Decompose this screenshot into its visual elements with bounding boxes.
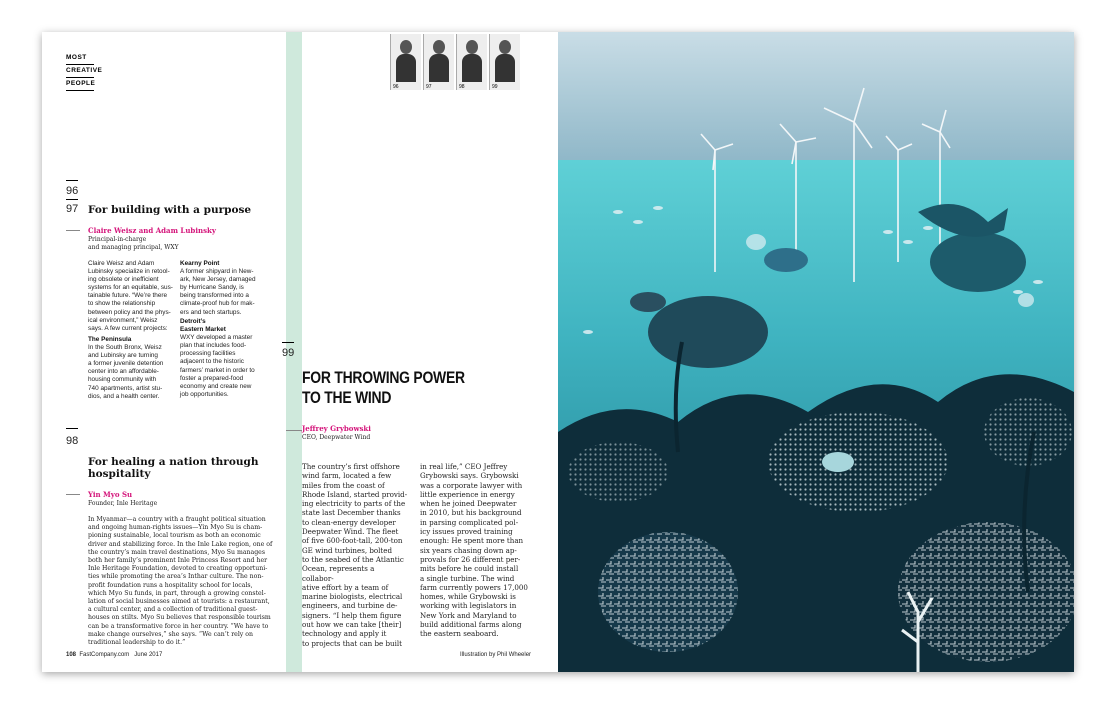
rank-tick	[66, 428, 78, 429]
text-line: in 2010, but his background	[420, 508, 522, 518]
text-line: build additional farms along	[420, 620, 522, 630]
role-line: Principal-in-charge	[88, 236, 147, 243]
text-line: lation of social businesses aimed at tourists: a restaurant,	[88, 598, 270, 606]
underwater-wind-farm-illustration	[558, 32, 1074, 672]
portrait-thumbnail	[423, 34, 454, 90]
text-line: traditional leadership to do it.”	[88, 639, 186, 647]
text-line: both her family’s prominent Inle Princess Resort and her	[88, 557, 268, 565]
coral-dotted	[768, 412, 948, 512]
text-line: Claire Weisz and Adam	[88, 260, 155, 267]
profile-heading	[302, 368, 465, 408]
page-footer	[66, 652, 162, 658]
text-line: tainable future. “We’re there	[88, 292, 168, 300]
text-line: a single turbine. The wind	[420, 573, 515, 583]
text-line: technology and apply it	[302, 629, 387, 639]
text-line: by Hurricane Sandy, is	[180, 284, 244, 292]
page-number: 108	[66, 652, 77, 658]
text-line: the country’s main travel destinations, Myo Su manages	[88, 548, 265, 556]
octopus	[822, 452, 854, 472]
text-line: center into an affordable-	[88, 368, 159, 376]
text-line: plan that includes food-	[180, 342, 247, 350]
text-line: when he joined Deepwater	[420, 499, 517, 509]
sky	[558, 32, 1074, 162]
subsection-kearny	[180, 260, 270, 317]
subsection-body	[88, 344, 174, 401]
subsection-title: Kearny Point	[180, 260, 220, 267]
text-line: wind farm, located a few	[302, 471, 392, 481]
title-line: Detroit’s	[180, 318, 206, 325]
portrait-thumbnail	[390, 34, 421, 90]
text-line: out how we can take [their]	[302, 620, 402, 630]
portrait-thumbnail	[456, 34, 487, 90]
text-line: 740 apartments, artist stu-	[88, 384, 163, 392]
profile-intro	[88, 260, 174, 333]
text-line: systems for an equitable, sus-	[88, 284, 173, 292]
text-line: miles from the coast of	[302, 480, 385, 490]
text-line: and ongoing human-rights issues—Yin Myo Su is cham-	[88, 524, 263, 532]
rank-tick	[66, 180, 78, 181]
profile-heading: For building with a purpose	[88, 204, 252, 216]
footer-date: June 2017	[134, 652, 163, 658]
text-line: New York and Maryland to	[420, 610, 517, 620]
rank-tick	[66, 199, 78, 200]
profile-role: Founder, Inle Heritage	[88, 500, 158, 507]
portrait-head	[400, 40, 412, 54]
text-line: adjacent to the historic	[180, 358, 244, 366]
divider	[66, 494, 80, 495]
text-line: provals for 26 different per-	[420, 554, 521, 564]
text-line: climate-proof hub for mak-	[180, 300, 255, 308]
text-line: in parsing complicated pol-	[420, 517, 519, 527]
text-line: Deepwater Wind. The fleet	[302, 527, 399, 537]
portrait-thumbnail	[489, 34, 520, 90]
subsection-body	[180, 334, 270, 399]
fish	[630, 292, 666, 312]
text-line: Ocean, represents a collabor-	[302, 564, 375, 583]
text-line: to projects that can be built	[302, 638, 402, 648]
text-line: dios, and a health center.	[88, 392, 160, 400]
section-label-line: PEOPLE	[66, 78, 94, 91]
article-column-1	[302, 462, 408, 648]
profile-name: Yin Myo Su	[88, 490, 133, 499]
text-line: to clean-energy developer	[302, 517, 396, 527]
text-line: job opportunities.	[180, 390, 229, 398]
text-line: little experience in energy	[420, 489, 515, 499]
text-line: economy and create new	[180, 382, 252, 390]
text-line: In the South Bronx, Weisz	[88, 344, 162, 352]
footer-site: FastCompany.com	[79, 652, 130, 658]
thumbnail-number: 99	[492, 84, 498, 90]
text-line: farm currently powers 17,000	[420, 582, 528, 592]
subsection-detroit	[180, 318, 270, 399]
profile-body	[88, 516, 274, 647]
coral-dotted	[568, 442, 668, 502]
subsection-body	[180, 268, 270, 317]
text-line: housing community with	[88, 376, 157, 384]
portrait-head	[466, 40, 478, 54]
section-label	[66, 52, 103, 91]
text-line: being transformed into a	[180, 292, 249, 300]
thumbnail-number: 97	[426, 84, 432, 90]
heading-line: TO THE WIND	[302, 388, 392, 407]
text-line: Lubinsky specialize in retool-	[88, 268, 170, 276]
heading-line: For healing a nation through	[88, 456, 259, 468]
text-line: GE wind turbines, bolted	[302, 545, 393, 555]
portrait-body	[396, 54, 416, 82]
divider	[66, 230, 80, 231]
divider	[286, 430, 302, 431]
text-line: ark, New Jersey, damaged	[180, 276, 256, 284]
magazine-spread	[42, 32, 1074, 672]
text-line: In Myanmar—a country with a fraught political situation	[88, 516, 266, 523]
text-line: ing electricity to parts of the	[302, 499, 406, 509]
thumbnail-number: 98	[459, 84, 465, 90]
coral-mound	[648, 296, 768, 368]
heading-line: hospitality	[88, 468, 151, 480]
text-line: ties while promoting the area’s Inthar culture. The non-	[88, 573, 264, 581]
role-line: and managing principal, WXY	[88, 244, 179, 251]
text-line: enough: He spent more than	[420, 536, 524, 546]
text-line: Grybowski says. Grybowski	[420, 471, 519, 481]
text-line: homes, while Grybowski is	[420, 592, 516, 602]
text-line: was a corporate lawyer with	[420, 480, 523, 490]
text-line: of five 600-foot-tall, 200-ton	[302, 536, 403, 546]
subsection-title	[180, 318, 226, 333]
text-line: WXY developed a master	[180, 334, 253, 342]
text-line: icy issues proved training	[420, 527, 513, 537]
text-line: signers. “I help them figure	[302, 610, 402, 620]
text-line: six years chasing down ap-	[420, 545, 517, 555]
text-line: houses on stilts. Myo Su believes that responsible tourism	[88, 614, 271, 622]
text-line: processing facilities	[180, 350, 236, 358]
text-line: to the seabed of the Atlantic	[302, 554, 404, 564]
article-column-2	[420, 462, 532, 639]
text-line: ical environment,” Weisz	[88, 316, 158, 324]
portrait-body	[429, 54, 449, 82]
profile-role: CEO, Deepwater Wind	[302, 434, 371, 441]
text-line: make change ourselves,” she says. “We can’t rely on	[88, 630, 253, 638]
subsection-title: The Peninsula	[88, 336, 132, 343]
text-line: The country’s first offshore	[302, 462, 400, 471]
text-line: Inle Heritage Foundation, devoted to creating opportuni-	[88, 565, 268, 573]
rank-number: 96	[66, 185, 79, 197]
text-line: driver and stabilizing force. In the Inle Lake region, one of	[88, 540, 273, 548]
portrait-head	[499, 40, 511, 54]
profile-name: Claire Weisz and Adam Lubinsky	[88, 226, 216, 235]
profile-heading	[88, 456, 258, 480]
coral-brain-texture	[898, 522, 1074, 662]
text-line: mits before he could install	[420, 564, 519, 574]
rank-number: 98	[66, 435, 79, 447]
portrait-body	[495, 54, 515, 82]
portrait-head	[433, 40, 445, 54]
text-line: Rhode Island, started provid-	[302, 489, 408, 499]
text-line: a former juvenile detention	[88, 360, 164, 368]
text-line: A former shipyard in New-	[180, 268, 254, 276]
rank-number: 99	[282, 347, 295, 359]
text-line: farmers’ market in order to	[180, 366, 255, 374]
text-line: between policy and the phys-	[88, 308, 171, 316]
fish	[764, 248, 808, 272]
text-line: and Lubinsky are turning	[88, 352, 158, 360]
text-line: state last December thanks	[302, 508, 401, 518]
text-line: a cultural center, and a collection of traditional guest-	[88, 606, 258, 614]
text-line: ative effort by a team of	[302, 582, 389, 592]
text-line: marine biologists, electrical	[302, 592, 403, 602]
thumbnail-number: 96	[393, 84, 399, 90]
rank-tick	[282, 342, 294, 343]
text-line: working with legislators in	[420, 601, 517, 611]
portrait-body	[462, 54, 482, 82]
rank-number: 97	[66, 203, 79, 215]
illustration-credit: Illustration by Phil Wheeler	[460, 652, 532, 658]
text-line: in real life,” CEO Jeffrey	[420, 462, 508, 471]
text-line: says. A few current projects:	[88, 324, 168, 332]
coral-brain-texture	[598, 532, 738, 652]
text-line: the eastern seaboard.	[420, 629, 499, 639]
text-line: which Myo Su funds, in part, through a growing constel-	[88, 589, 266, 597]
text-line: foster a prepared-food	[180, 374, 244, 382]
heading-line: FOR THROWING POWER	[302, 368, 465, 387]
text-line: pioning sustainable, local tourism as both an economic	[88, 532, 261, 540]
profile-role	[88, 236, 179, 252]
text-line: profit foundation runs a hospitality school for locals,	[88, 581, 253, 589]
coral-mound	[930, 232, 1026, 292]
section-label-line: MOST	[66, 52, 94, 65]
text-line: to show the relationship	[88, 300, 156, 308]
text-line: engineers, and turbine de-	[302, 601, 398, 611]
text-line: can be a transformative force in her country. “We have to	[88, 622, 269, 630]
portrait-strip	[390, 34, 522, 104]
profile-name: Jeffrey Grybowski	[302, 424, 371, 433]
subsection-peninsula	[88, 336, 174, 401]
section-label-line: CREATIVE	[66, 65, 94, 78]
title-line: Eastern Market	[180, 326, 226, 334]
text-line: ing obsolete or inefficient	[88, 276, 159, 284]
text-line: ers and tech startups.	[180, 308, 242, 316]
